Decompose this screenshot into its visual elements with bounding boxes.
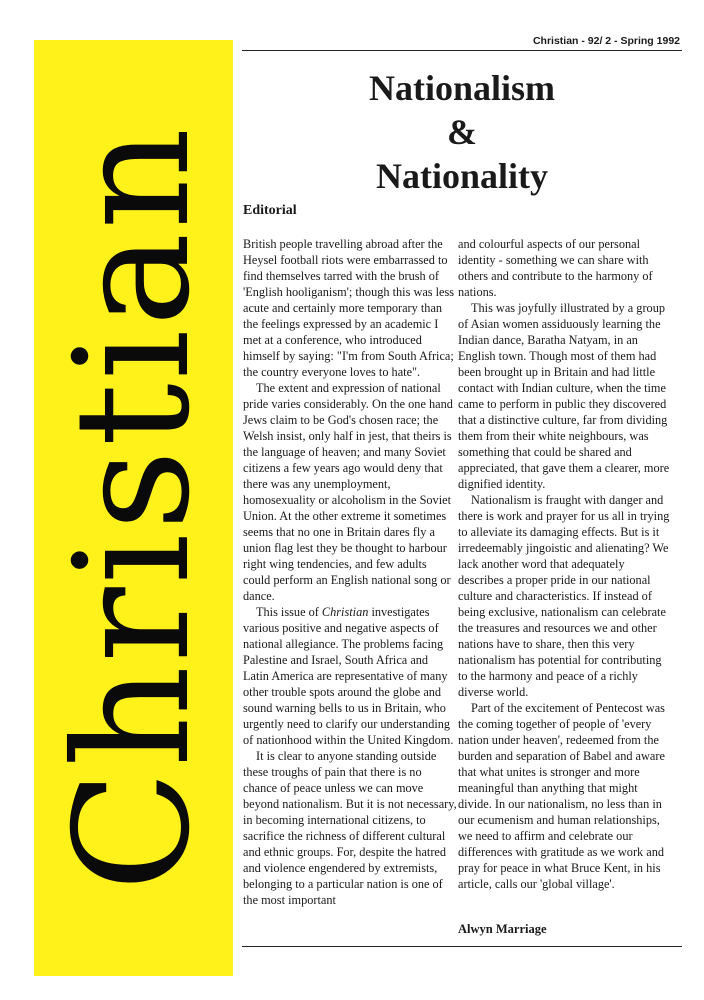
author-signature: Alwyn Marriage (458, 922, 547, 936)
paragraph-4: It is clear to anyone standing outside these troughs of pain that there is no chance of peace unless we can move beyond nationalism. But it is not necessary, in becoming international citizens, to sacrifice the richness of different cultural and ethnic groups. For, despite the hatred and violence engendered by extremists, belonging to a particular nation is one of the most important (243, 749, 457, 907)
paragraph-3-post: investigates various positive and negative aspects of national allegiance. The problems facing Palestine and Israel, South Africa and Latin America are representative of many other trouble spots around the globe and sound warning bells to us in Britain, who urgently need to clarify our understanding of nationhood within the United Kingdom. (243, 605, 454, 747)
section-label: Editorial (243, 203, 297, 218)
title-line-1: Nationalism (368, 68, 555, 108)
paragraph-3-pre: This issue of (256, 605, 322, 619)
title-ampersand: & (447, 112, 477, 152)
magazine-name: Christian (321, 605, 369, 619)
top-rule (242, 50, 682, 51)
article-title (242, 66, 682, 198)
issue-line: Christian - 92/ 2 - Spring 1992 (532, 35, 680, 47)
column-left (243, 236, 457, 908)
paragraph-7: Nationalism is fraught with danger and there is work and prayer for us all in trying to alleviate its damaging effects. But is it irredeemably jingoistic and alienating? We lack another word that adequately describes a proper pride in our national culture and characteristics. If instead of being exclusive, nationalism can celebrate the treasures and resources we and other nations have to share, then this very nationalism has potential for contributing to the harmony and peace of a richly diverse world. (458, 493, 670, 699)
paragraph-1: British people travelling abroad after the Heysel football riots were embarrassed to find themselves tarred with the brush of 'English hooliganism'; though this was less acute and certainly more temporary than the feelings expressed by an academic I met at a conference, who introduced himself by saying: "I'm from South Africa; the country everyone loves to hate". (243, 237, 455, 379)
title-line-2: Nationality (375, 156, 548, 196)
paragraph-2: The extent and expression of national pride varies considerably. On the one hand Jews claim to be God's chosen race; the Welsh insist, only half in jest, that theirs is the language of heaven; and many Soviet citizens a few years ago would deny that there was any unemployment, homosexuality or alcoholism in the Soviet Union. At the other extreme it sometimes seems that no one in Britain dares fly a union flag lest they be thought to harbour right wing tendencies, and few adults could perform an English national song or dance. (243, 381, 453, 603)
masthead-title: Christian (41, 124, 225, 892)
paragraph-3 (243, 604, 457, 748)
bottom-rule (242, 946, 682, 947)
column-right (458, 236, 672, 892)
paragraph-5: and colourful aspects of our personal identity - something we can share with others and contribute to the harmony of nations. (458, 237, 653, 299)
paragraph-6: This was joyfully illustrated by a group of Asian women assiduously learning the Indian dance, Baratha Natyam, in an English town. Though most of them had been brought up in Britain and had little contact with Indian culture, when the time came to perform in public they discovered that a distinctive culture, far from dividing them from their white neighbours, was something that could be shared and appreciated, that gave them a clearer, more dignified identity. (458, 301, 670, 491)
paragraph-8: Part of the excitement of Pentecost was the coming together of people of 'every nation under heaven', redeemed from the burden and separation of Babel and aware that what unites is stronger and more meaningful than anything that might divide. In our nationalism, no less than in our ecumenism and human relationships, we need to affirm and celebrate our differences with gratitude as we work and pray for peace in what Bruce Kent, in his article, calls our 'global village'. (458, 701, 665, 891)
